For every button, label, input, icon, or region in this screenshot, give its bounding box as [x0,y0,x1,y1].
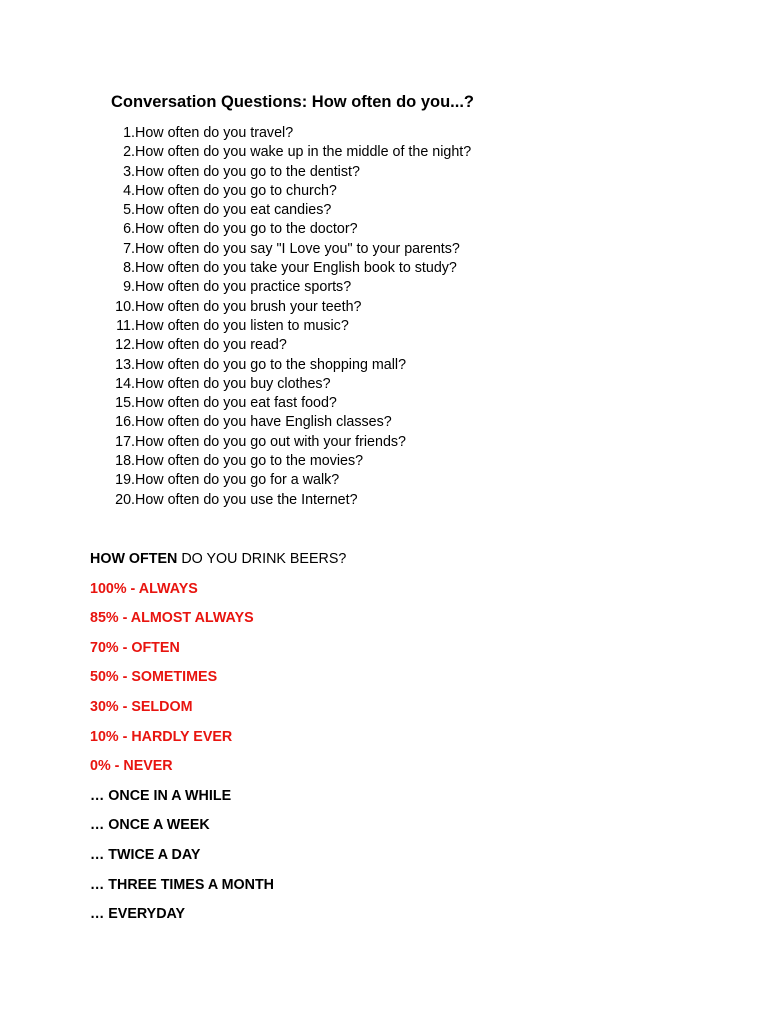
scale-item: 100% - ALWAYS [90,580,198,597]
scale-item: 10% - HARDLY EVER [90,728,233,745]
list-item [111,491,358,510]
item-text: How often do you go to the doctor? [135,221,358,238]
list-item [111,413,392,432]
frequency-section [90,548,346,933]
item-text: How often do you have English classes? [135,414,392,431]
expression-item: … THREE TIMES A MONTH [90,876,275,893]
list-item [111,317,349,336]
item-text: How often do you read? [135,337,287,354]
question-list [111,124,472,510]
item-number: 5. [123,202,135,219]
item-number: 15. [115,395,135,412]
item-number: 3. [123,163,135,180]
list-item [111,220,358,239]
list-item [111,471,340,490]
page-title: Conversation Questions: How often do you...? [111,93,475,111]
item-number: 4. [123,182,135,199]
item-text: How often do you go for a walk? [135,472,340,489]
item-number: 20. [115,491,135,508]
item-text: How often do you wake up in the middle of the night? [135,144,472,161]
item-text: How often do you practice sports? [135,279,352,296]
list-item [111,182,337,201]
frequency-question [90,548,346,578]
item-text: How often do you buy clothes? [135,375,331,392]
list-item [111,163,360,182]
scale-item: 50% - SOMETIMES [90,669,218,686]
list-item [111,298,362,317]
item-text: How often do you go out with your friends? [135,433,407,450]
scale-item: 0% - NEVER [90,758,173,775]
item-number: 7. [123,240,135,257]
item-number: 6. [123,221,135,238]
expression-item: … ONCE IN A WHILE [90,787,232,804]
scale-item: 85% - ALMOST ALWAYS [90,610,254,627]
list-item [111,259,457,278]
scale-item: 70% - OFTEN [90,639,180,656]
item-text: How often do you go to the shopping mall? [135,356,407,373]
item-text: How often do you say "I Love you" to your parents? [135,240,460,257]
list-item [111,240,460,259]
list-item [111,452,364,471]
item-text: How often do you use the Internet? [135,491,358,508]
item-text: How often do you travel? [135,125,294,141]
item-text: How often do you eat fast food? [135,395,337,412]
frequency-scale [90,578,346,785]
item-number: 1. [123,125,135,141]
item-text: How often do you brush your teeth? [135,298,362,315]
list-item [111,143,472,162]
item-text: How often do you listen to music? [135,317,349,334]
expression-item: … EVERYDAY [90,906,186,923]
item-text: How often do you go to the dentist? [135,163,360,180]
item-number: 10. [115,298,135,315]
frequency-question-emphasis: HOW OFTEN [90,551,178,567]
item-number: 16. [115,414,135,431]
list-item [111,394,337,413]
frequency-question-rest: DO YOU DRINK BEERS? [177,551,347,567]
item-number: 14. [115,375,135,392]
item-number: 11. [116,317,135,334]
item-text: How often do you take your English book to study? [135,260,457,277]
scale-item: 30% - SELDOM [90,698,193,715]
item-text: How often do you go to church? [135,182,337,199]
item-number: 2. [123,144,135,161]
frequency-expressions [90,785,346,933]
item-number: 12. [115,337,135,354]
item-text: How often do you eat candies? [135,202,332,219]
list-item [111,201,332,220]
expression-item: … ONCE A WEEK [90,817,210,834]
list-item [111,278,352,297]
item-number: 8. [123,260,135,277]
item-text: How often do you go to the movies? [135,453,364,470]
list-item [111,336,287,355]
expression-item: … TWICE A DAY [90,846,201,863]
item-number: 9. [123,279,135,296]
item-number: 17. [115,433,135,450]
list-item [111,375,331,394]
list-item [111,124,294,143]
item-number: 13. [115,356,135,373]
item-number: 18. [115,453,135,470]
item-number: 19. [115,472,135,489]
list-item [111,356,407,375]
list-item [111,433,407,452]
